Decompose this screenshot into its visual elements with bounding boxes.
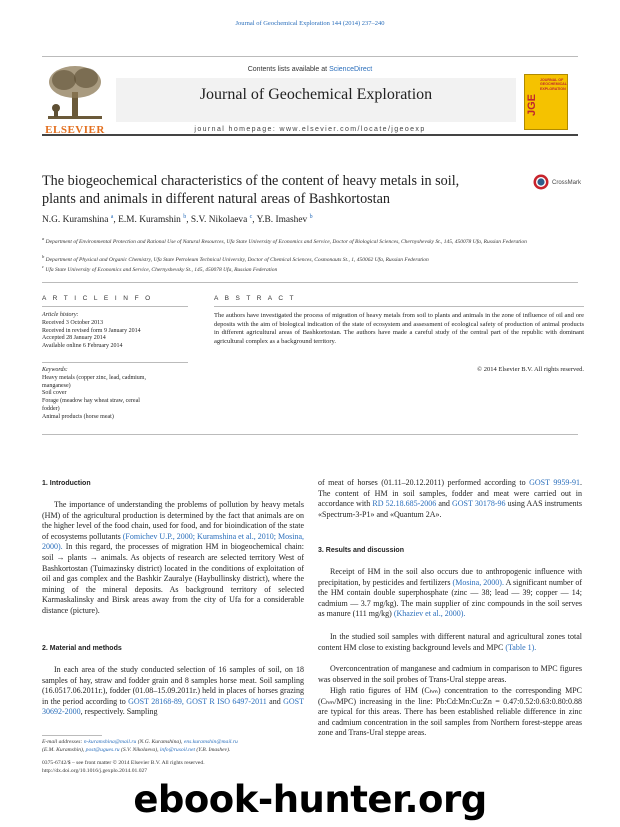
author-affiliation-mark[interactable]: a [110, 214, 114, 220]
divider [42, 434, 578, 435]
crossmark-icon[interactable] [533, 174, 549, 190]
footnote-rule [42, 735, 102, 736]
watermark: ebook-hunter.org [133, 778, 487, 821]
email-link[interactable]: n-kuramshina@mail.ru [83, 739, 137, 745]
results-paragraph: Overconcentration of manganese and cadmium in comparison to MPC figures was observed in the soil probes of Trans-Ural steppe areas. [318, 664, 582, 684]
keywords-label: Keywords: [42, 367, 68, 373]
keyword: fodder) [42, 405, 60, 412]
footnote-text: (N.G. Kuramshina), [136, 739, 184, 745]
citation-link[interactable]: (Fomichev U.P., 2000; Kuramshina et al., 2010; Mosina, 2000). [42, 531, 305, 552]
abstract-heading: A B S T R A C T [214, 295, 296, 302]
history-item: Accepted 28 January 2014 [42, 335, 106, 342]
paragraph-text: , respectively. Sampling [80, 707, 158, 717]
article-title-line: plants and animals in different natural areas of Bashkortostan [42, 191, 391, 207]
author-affiliation-mark[interactable]: b [309, 214, 313, 220]
article-title [42, 172, 502, 208]
author-name: N.G. Kuramshina [42, 215, 109, 226]
paragraph-text: In this regard, the processes of migration HM in biogeochemical chain: soil → plants → animals. As objects of research are selected territory West of Bashkortostan (Tuimazinsky district) located in the conditions of exploitation of oil and gas complex and the Bashkir Zauralye (Haybullinsky district), where the mining of the mineral deposits. As background territory of selected Karmaskalinsky and Birsk areas away from the city of Ufa for a considerable distance (picture). [42, 542, 304, 615]
issn-line: 0375-6742/$ – see front matter © 2014 Elsevier B.V. All rights reserved. [42, 760, 205, 766]
paragraph-text: using AAS instruments «Spectrum-3-P1» and «Quantum 2A». [318, 499, 582, 519]
doi-link[interactable]: http://dx.doi.org/10.1016/j.gexplo.2014.01.027 [42, 768, 148, 774]
affiliation [42, 254, 582, 263]
footnote-line [42, 747, 312, 755]
footnote-text: (Y.B. Imashev). [195, 746, 231, 753]
section-heading-materials: 2. Material and methods [42, 645, 122, 652]
section-heading-results: 3. Results and discussion [318, 547, 404, 554]
footnote-text: (E.M. Kuramshin), [42, 746, 86, 753]
author-name: Y.B. Imashev [256, 215, 308, 226]
article-history [42, 312, 188, 351]
author-affiliation-mark[interactable]: b [183, 214, 187, 220]
keyword: manganese) [42, 382, 71, 389]
affiliation-mark: c [42, 264, 45, 269]
paragraph-text: and [266, 696, 284, 706]
history-item: Available online 6 February 2014 [42, 343, 123, 350]
contents-prefix: Contents lists available at [247, 66, 330, 73]
keyword: Animal products (horse meat) [42, 413, 114, 420]
history-item: Received 3 October 2013 [42, 319, 104, 326]
journal-reference[interactable]: Journal of Geochemical Exploration 144 (2014) 237–240 [235, 20, 385, 27]
divider [42, 306, 188, 307]
keyword: Forage (meadow hay wheat straw, cereal [42, 398, 140, 405]
citation-link[interactable]: GOST 9959-91 [529, 478, 580, 487]
footnote-label: E-mail addresses: [42, 739, 84, 745]
cover-title-line: JOURNAL OF [540, 78, 564, 82]
journal-title: Journal of Geochemical Exploration [199, 86, 433, 103]
email-link[interactable]: post@ugues.ru [85, 746, 120, 753]
article-title-line: The biogeochemical characteristics of the content of heavy metals in soil, [42, 173, 460, 189]
history-item: Received in revised form 9 January 2014 [42, 327, 141, 334]
affiliation-text: Department of Environmental Protection and Rational Use of Natural Resources, Ufa State University of Economics and Service, Doctor of Biological Sciences, Chernyshevsky St., 145, 450078 Ufa, Russian Federation [45, 238, 527, 245]
citation-link[interactable]: (Mosina, 2000). [452, 577, 504, 587]
table-link[interactable]: (Table 1). [505, 642, 537, 652]
affiliation-mark: b [42, 254, 45, 259]
citation-link[interactable]: (Khaziev et al., 2000). [393, 609, 466, 619]
paragraph-text: . The content of HM in soil samples, fodder and meat were carried out in accordance with [318, 478, 582, 509]
results-paragraph: High ratio figures of HM (Cₕₘ) concentration to the corresponding MPC (Cₕₘ/MPC) increasing in the line: Pb:Cd:Mn:Cu:Zn = 0.47:0.52:0.63:0.80:0.88 are typical for this areas. There has been established reliable difference in zinc and cadmium concentration in the soil samples from Northern forest-steppe areas zone and Trans-Ural steppe areas. [318, 686, 582, 738]
results-paragraph [318, 632, 582, 653]
results-paragraph [318, 567, 582, 620]
cover-title [540, 78, 568, 91]
email-link[interactable]: ens.kuramshin@mail.ru [183, 739, 238, 745]
materials-continued-paragraph [318, 478, 582, 520]
keyword: Soil cover [42, 390, 67, 397]
affiliation [42, 236, 582, 245]
affiliation-text: Ufa State University of Economics and Service, Chernyshevsky St., 145, 450078 Ufa, Russian Federation [45, 266, 278, 273]
citation-link[interactable]: RD 52.18.685-2006 [372, 499, 437, 509]
paragraph-text: A significant number of the HM contain double superphosphate (zinc — 38; lead — 39; copper — 14; cadmium — 3.7 mg/kg). The main supplier of zinc compounds in the soil serves as manure (111 mg/kg) [318, 577, 583, 619]
author-name: E.M. Kuramshin [118, 215, 181, 226]
history-label: Article history: [42, 312, 79, 318]
paragraph-text: and [436, 499, 452, 509]
keyword: Heavy metals (copper zinc, lead, cadmium, [42, 374, 146, 381]
article-info-heading: A R T I C L E I N F O [42, 295, 153, 302]
author-name: S.V. Nikolaeva [190, 215, 248, 226]
paragraph-text: of meat of horses (01.11–20.12.2011) performed according to [318, 478, 530, 487]
divider [214, 306, 584, 307]
section-heading-introduction: 1. Introduction [42, 480, 91, 487]
footnote-emails [42, 739, 312, 754]
abstract-text: The authors have investigated the process of migration of heavy metals from soil to plants and animals in the zone of influence of oil and ore deposits with the aim of biological indication of the state of ecosystem and assessment of ecological safety of production of animal products in different agricultural areas of Bashkortostan. The authors have made a careful study of the central part of the republic with dominant agricultural complex as a background territory. [214, 312, 584, 345]
materials-paragraph [42, 665, 304, 718]
citation-link[interactable]: GOST 30692-2000 [42, 696, 305, 717]
citation-link[interactable]: GOST 30178-96 [451, 499, 506, 509]
introduction-paragraph [42, 500, 304, 617]
cover-abbrev: JGE [526, 93, 538, 116]
citation-link[interactable]: GOST 28168-89, GOST R ISO 6497-2011 [128, 696, 267, 706]
paragraph-text: In the studied soil samples with different natural and agricultural zones total content HM close to existing background levels and MPC [318, 632, 582, 652]
divider [42, 362, 188, 363]
paragraph-text: The importance of understanding the problems of pollution by heavy metals (HM) of the agricultural production is determined by the fact that animals are on the higher level of the food chain, used for food, and for bioindication of the state of ecosystems pollutants [42, 500, 304, 541]
affiliation [42, 264, 582, 273]
affiliation-mark: a [42, 236, 45, 241]
publisher-logo-text: ELSEVIER [45, 124, 105, 136]
contents-line [0, 66, 620, 73]
author-list: N.G. Kuramshina $^a$, E.M. Kuramshin $^b$, S.V. Nikolaeva $^c$, Y.B. Imashev $^b$ [42, 214, 313, 226]
journal-homepage[interactable]: journal homepage: www.elsevier.com/locate/jgeoexp [194, 126, 426, 133]
divider [42, 282, 578, 283]
affiliation-text: Department of Physical and Organic Chemistry, Ufa State Petroleum Technical University, Doctor of Chemical Sciences, Cosmonauts St., 1, 450062 Ufa, Russian Federation [45, 256, 429, 263]
abstract-copyright: © 2014 Elsevier B.V. All rights reserved. [477, 366, 584, 373]
sciencedirect-link[interactable]: ScienceDirect [329, 66, 373, 73]
footnote-text: (S.V. Nikolaeva), [119, 746, 160, 753]
paragraph-text: Receipt of HM in the soil also occurs due to anthropogenic influence with precipitation, by pesticides and fertilizers [318, 567, 582, 587]
email-link[interactable]: info@rusoil.net [159, 746, 196, 753]
author-affiliation-mark[interactable]: c [249, 214, 253, 220]
footnote-line [42, 739, 312, 747]
cover-title-line: GEOCHEMICAL [540, 82, 567, 87]
paragraph-text: In each area of the study conducted selection of 16 samples of soil, on 18 samples of hay, straw and fodder grain and 8 samples horse meat. Soil sampling (16.0517.06.2011г.), fodder (01.08–15.09.2011г.) held in places of horses grazing in the period according to [42, 665, 304, 706]
cover-title-line: EXPLORATION [540, 86, 566, 91]
keywords [42, 367, 188, 422]
crossmark-label[interactable]: CrossMark [552, 180, 582, 186]
